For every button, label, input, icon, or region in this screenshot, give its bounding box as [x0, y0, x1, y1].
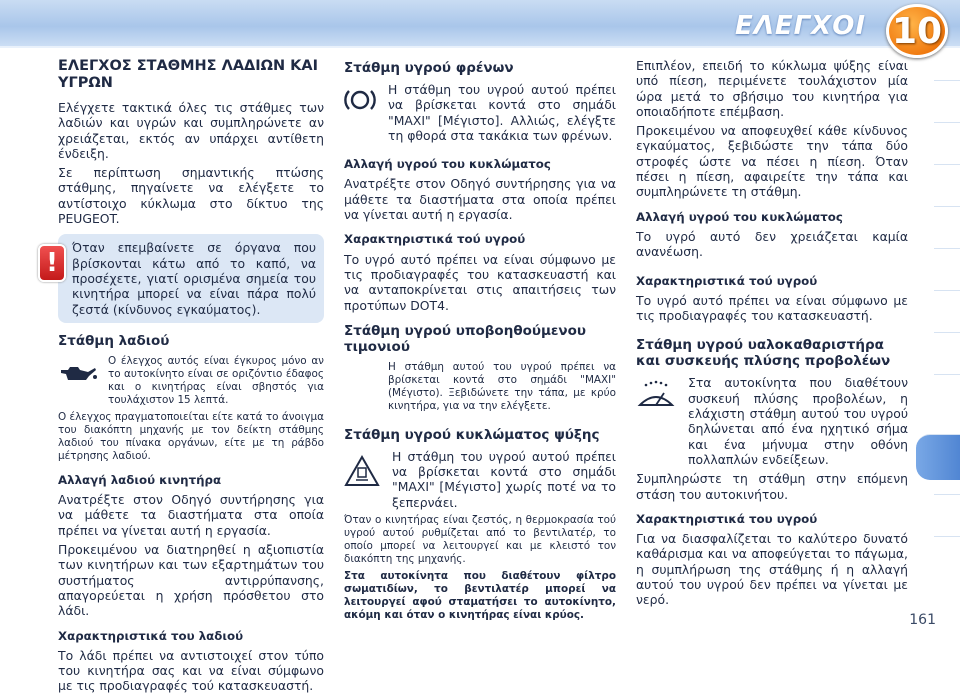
side-tab-active	[916, 434, 960, 480]
chapter-title: ΕΛΕΓΧΟΙ	[734, 11, 866, 41]
brake-change-text: Ανατρέξτε στον Οδηγό συντήρησης για να μάθετε τα διαστήματα στα οποία πρέπει να γίνεται αυτή η εργασία.	[344, 176, 616, 223]
coolant-spec-heading: Χαρακτηριστικά τού υγρού	[636, 273, 818, 288]
washer-fluid-heading: Στάθμη υγρού υαλοκαθαριστήρα και συσκευής πλύσης προβολέων	[636, 337, 891, 370]
column-3	[636, 58, 908, 612]
side-tab	[934, 122, 960, 158]
oil-change-heading: Αλλαγή λαδιού κινητήρα	[58, 472, 222, 487]
coolant-cap-text: Προκειμένου να αποφευχθεί κάθε κίνδυνος εγκαύματος, ξεβιδώστε την τάπα δύο στροφές ώστε να πέσει η πίεση. Όταν πέσει η πίεση, αφαιρείτε την τάπα και συμπληρώνετε τη στάθμη.	[636, 123, 908, 200]
washer-fluid-text: Στα αυτοκίνητα που διαθέτουν συσκευή πλύσης προβολέων, η ελάχιστη στάθμη αυτού του υγρού δηλώνεται από ένα ηχητικό σήμα και ένα μήνυμα στην οθόνη πολλαπλών ενδείξεων.	[688, 375, 908, 467]
page-number: 161	[909, 612, 936, 628]
chapter-number-badge: 10	[886, 4, 948, 58]
side-tab	[934, 206, 960, 242]
washer-spec-heading: Χαρακτηριστικά του υγρού	[636, 511, 818, 526]
side-tab	[934, 494, 960, 530]
coolant-fan-warning: Στα αυτοκίνητα που διαθέτουν φίλτρο σωματιδίων, το βεντιλατέρ μπορεί να λειτουργεί αφού σταματήσει το αυτοκίνητο, ακόμη και όταν ο κινητήρας είναι κρύος.	[344, 570, 616, 622]
oil-spec-text: Το λάδι πρέπει να αντιστοιχεί στον τύπο του κινητήρα σας και να είναι σύμφωνο με τις προδιαγραφές τού κατασκευαστή.	[58, 647, 324, 694]
oil-level-check: Ο έλεγχος πραγματοποιείται είτε κατά το άνοιγμα του διακόπτη μηχανής με τον δείκτη στάθμης λαδιού του πίνακα οργάνων, είτε με τη ράβδο μέτρησης λαδιού.	[58, 410, 324, 462]
side-tab	[934, 374, 960, 410]
coolant-spec-text: Το υγρό αυτό πρέπει να είναι σύμφωνο με τις προδιαγραφές του κατασκευαστή.	[636, 292, 908, 324]
side-tab	[934, 164, 960, 200]
coolant-heading: Στάθμη υγρού κυκλώματος ψύξης	[344, 426, 600, 443]
intro-paragraph: Σε περίπτωση σημαντικής πτώσης στάθμης, πηγαίνετε να ελέγξετε το αντίστοιχο κύκλωμα στο δίκτυο της PEUGEOT.	[58, 165, 324, 227]
intro-paragraph: Ελέγχετε τακτικά όλες τις στάθμες των λαδιών και υγρών και συμπληρώνετε αν χρειάζεται, εκτός αν υπάρχει αντίθετη ένδειξη.	[58, 100, 324, 161]
coolant-pressure-text: Επιπλέον, επειδή το κύκλωμα ψύξης είναι υπό πίεση, περιμένετε τουλάχιστον μία ώρα μετά το σβήσιμο του κινητήρα για οποιαδήποτε επέμβαση.	[636, 58, 908, 119]
warning-icon: !	[38, 244, 66, 282]
steering-fluid-heading: Στάθμη υγρού υποβοηθούμενου τιμονιού	[344, 322, 587, 355]
washer-fluid-icon	[636, 375, 680, 412]
column-2	[344, 58, 616, 626]
oil-can-icon	[58, 355, 100, 388]
side-tab	[934, 332, 960, 368]
side-tab	[934, 536, 960, 572]
oil-spec-heading: Χαρακτηριστικά του λαδιού	[58, 628, 244, 643]
column-1	[46, 58, 324, 698]
header-divider	[0, 46, 960, 48]
warning-box	[46, 234, 324, 322]
brake-warning-icon	[344, 82, 380, 117]
steering-fluid-text: Η στάθμη αυτού του υγρού πρέπει να βρίσκεται κοντά στο σημάδι "MAXI" (Μέγιστο). Ξεβιδώνετε την τάπα, με κρύο κινητήρα, για να την ελέγξετε.	[388, 360, 616, 412]
washer-refill-text: Συμπληρώστε τη στάθμη στην επόμενη στάση του αυτοκινήτου.	[636, 471, 908, 502]
side-tab	[934, 248, 960, 284]
brake-fluid-text: Η στάθμη του υγρού αυτού πρέπει να βρίσκεται κοντά στο σημάδι "MAXI" [Μέγιστο]. Αλλιώς, ελέγξτε τη φθορά στα τακάκια των φρένων.	[388, 82, 616, 143]
coolant-change-text: Το υγρό αυτό δεν χρειάζεται καμία ανανέωση.	[636, 228, 908, 260]
brake-change-heading: Αλλαγή υγρού του κυκλώματος	[344, 157, 551, 172]
side-tab	[934, 80, 960, 116]
warning-text: Όταν επεμβαίνετε σε όργανα που βρίσκονται κάτω από το καπό, να προσέχετε, γιατί ορισμένα σημεία του κινητήρα μπορεί να είναι πάρα πολύ ζεστά (κίνδυνος εγκαύματος).	[72, 240, 316, 317]
brake-spec-heading: Χαρακτηριστικά τού υγρού	[344, 232, 526, 247]
oil-change-text: Προκειμένου να διατηρηθεί η αξιοπιστία των κινητήρων και των εξαρτημάτων του συστήματος αντιρρύπανσης, απαγορεύεται η χρήση πρόσθετου στο λάδι.	[58, 542, 324, 619]
oil-level-note: Ο έλεγχος αυτός είναι έγκυρος μόνο αν το αυτοκίνητο είναι σε οριζόντιο έδαφος και ο κινητήρας είναι σβηστός για τουλάχιστον 15 λεπτά.	[108, 354, 324, 406]
coolant-text: Η στάθμη του υγρού αυτού πρέπει να βρίσκεται κοντά στο σημάδι "MAXI" [Μέγιστο] χωρίς ποτέ να το ξεπερνάει.	[392, 448, 616, 510]
washer-spec-text: Για να διασφαλίζεται το καλύτερο δυνατό καθάρισμα και να αποφεύγεται το πάγωμα, η συμπλήρωση της στάθμης ή η αλλαγή αυτού του υγρού δεν πρέπει να γίνεται με νερό.	[636, 531, 908, 608]
coolant-change-heading: Αλλαγή υγρού του κυκλώματος	[636, 209, 843, 224]
coolant-fan-text: Όταν ο κινητήρας είναι ζεστός, η θερμοκρασία τού υγρού αυτού ρυθμίζεται από το βεντιλατέρ, το οποίο μπορεί να λειτουργεί και με κλειστό τον διακόπτη της μηχανής.	[344, 514, 616, 566]
oil-change-text: Ανατρέξτε στον Οδηγό συντήρησης για να μάθετε τα διαστήματα στα οποία πρέπει να γίνεται αυτή η εργασία.	[58, 492, 324, 538]
section-title: ΕΛΕΓΧΟΣ ΣΤΑΘΜΗΣ ΛΑΔΙΩΝ ΚΑΙ ΥΓΡΩΝ	[58, 58, 319, 91]
oil-level-heading: Στάθμη λαδιού	[58, 332, 170, 349]
brake-fluid-heading: Στάθμη υγρού φρένων	[344, 60, 514, 76]
brake-spec-text: Το υγρό αυτό πρέπει να είναι σύμφωνο με τις προδιαγραφές του κατασκευαστή και να ανταποκρίνεται στις απαιτήσεις των προτύπων DOT4.	[344, 251, 616, 313]
coolant-warning-icon	[344, 449, 384, 490]
side-tab	[934, 290, 960, 326]
